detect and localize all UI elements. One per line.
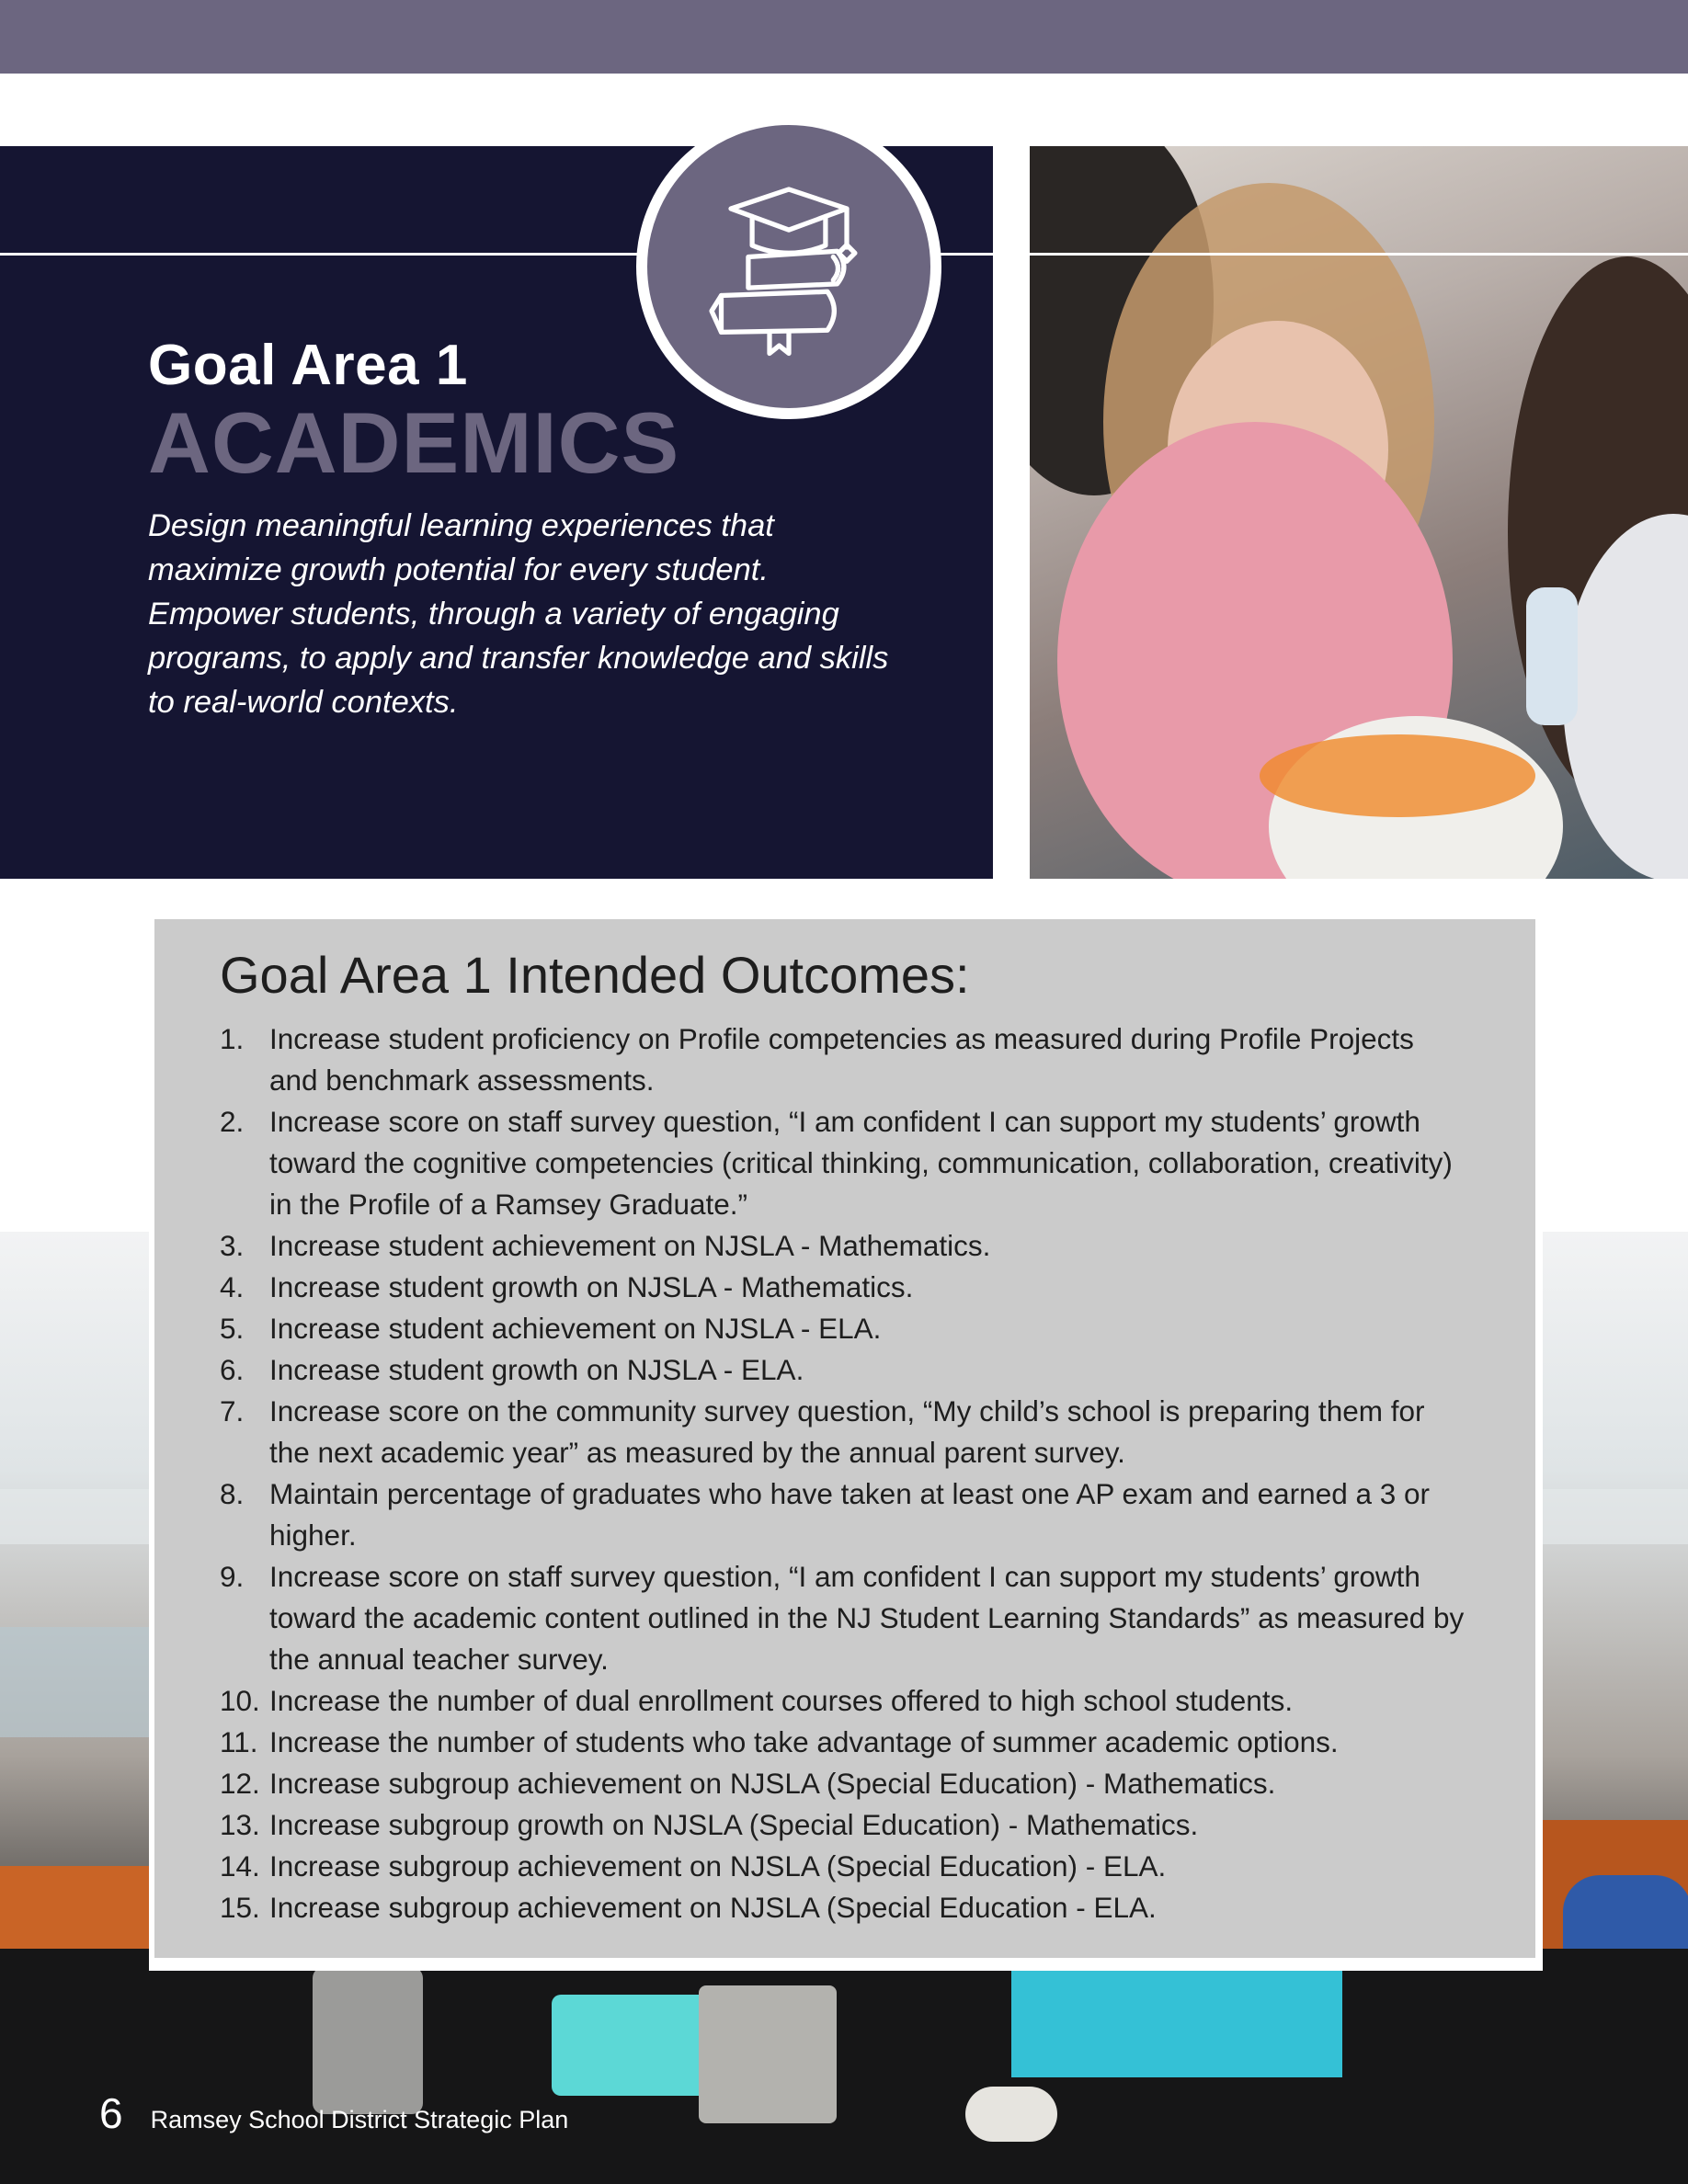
list-item-text: Increase student growth on NJSLA - Mathematics. [269, 1270, 914, 1303]
list-item-text: Increase the number of students who take advantage of summer academic options. [269, 1725, 1339, 1758]
list-item [220, 1473, 1470, 1556]
list-item [220, 1846, 1470, 1887]
list-item-text: Increase score on the community survey question, “My child’s school is preparing them for the next academic year” as measured by the annual parent survey. [269, 1394, 1425, 1469]
list-item-number: 8. [220, 1477, 245, 1510]
list-item-text: Increase student achievement on NJSLA - Mathematics. [269, 1229, 991, 1262]
list-item-number: 5. [220, 1312, 245, 1345]
list-item-number: 3. [220, 1229, 245, 1262]
list-item-number: 7. [220, 1394, 245, 1428]
list-item-text: Increase student growth on NJSLA - ELA. [269, 1353, 804, 1386]
list-item-number: 14. [220, 1849, 260, 1883]
outcomes-title: Goal Area 1 Intended Outcomes: [220, 946, 970, 1004]
goal-heading: ACADEMICS [148, 394, 680, 491]
list-item [220, 1763, 1470, 1804]
students-photo [1030, 146, 1688, 879]
list-item-number: 2. [220, 1105, 245, 1138]
list-item [220, 1680, 1470, 1722]
list-item [220, 1556, 1470, 1680]
list-item-text: Increase student proficiency on Profile competencies as measured during Profile Projects and benchmark assessments. [269, 1022, 1414, 1097]
list-item-number: 15. [220, 1891, 260, 1924]
list-item-text: Increase the number of dual enrollment courses offered to high school students. [269, 1684, 1294, 1717]
list-item-number: 9. [220, 1560, 245, 1593]
graduation-cap-books-icon [636, 114, 941, 419]
footer-title: Ramsey School District Strategic Plan [150, 2106, 569, 2133]
outcomes-panel [154, 919, 1535, 1958]
list-item [220, 1101, 1470, 1225]
list-item [220, 1804, 1470, 1846]
list-item [220, 1887, 1470, 1928]
list-item-text: Maintain percentage of graduates who have taken at least one AP exam and earned a 3 or higher. [269, 1477, 1431, 1552]
list-item-number: 11. [220, 1725, 258, 1758]
top-band [0, 0, 1688, 74]
list-item [220, 1722, 1470, 1763]
list-item [220, 1391, 1470, 1473]
list-item-text: Increase student achievement on NJSLA - ELA. [269, 1312, 882, 1345]
divider-line-right [1030, 253, 1688, 256]
page-footer [99, 2088, 568, 2138]
list-item-number: 10. [220, 1684, 260, 1717]
list-item-text: Increase subgroup achievement on NJSLA (Special Education) - Mathematics. [269, 1767, 1276, 1800]
outcomes-box [149, 914, 1543, 1971]
goal-description: Design meaningful learning experiences that maximize growth potential for every student. Empower students, through a variety of engaging programs, to apply and transfer knowledge and skills to real-world contexts. [148, 508, 889, 720]
goal-kicker: Goal Area 1 [148, 334, 468, 397]
list-item-number: 13. [220, 1808, 260, 1841]
list-item-number: 4. [220, 1270, 245, 1303]
list-item [220, 1018, 1470, 1101]
list-item-text: Increase score on staff survey question, “I am confident I can support my students’ growth toward the academic content outlined in the NJ Student Learning Standards” as measured by the annual teacher survey. [269, 1560, 1465, 1676]
list-item [220, 1267, 1470, 1308]
list-item [220, 1349, 1470, 1391]
list-item-number: 6. [220, 1353, 245, 1386]
list-item-text: Increase subgroup achievement on NJSLA (Special Education) - ELA. [269, 1849, 1167, 1883]
list-item-text: Increase subgroup growth on NJSLA (Special Education) - Mathematics. [269, 1808, 1199, 1841]
list-item-number: 12. [220, 1767, 260, 1800]
list-item-text: Increase score on staff survey question, “I am confident I can support my students’ growth toward the cognitive competencies (critical thinking, communication, collaboration, creativity) in the Profile of a Ramsey Graduate.” [269, 1105, 1453, 1221]
list-item-text: Increase subgroup achievement on NJSLA (Special Education - ELA. [269, 1891, 1157, 1924]
page-number: 6 [99, 2089, 123, 2137]
list-item [220, 1225, 1470, 1267]
outcomes-list [220, 1018, 1470, 1928]
list-item [220, 1308, 1470, 1349]
list-item-number: 1. [220, 1022, 245, 1055]
